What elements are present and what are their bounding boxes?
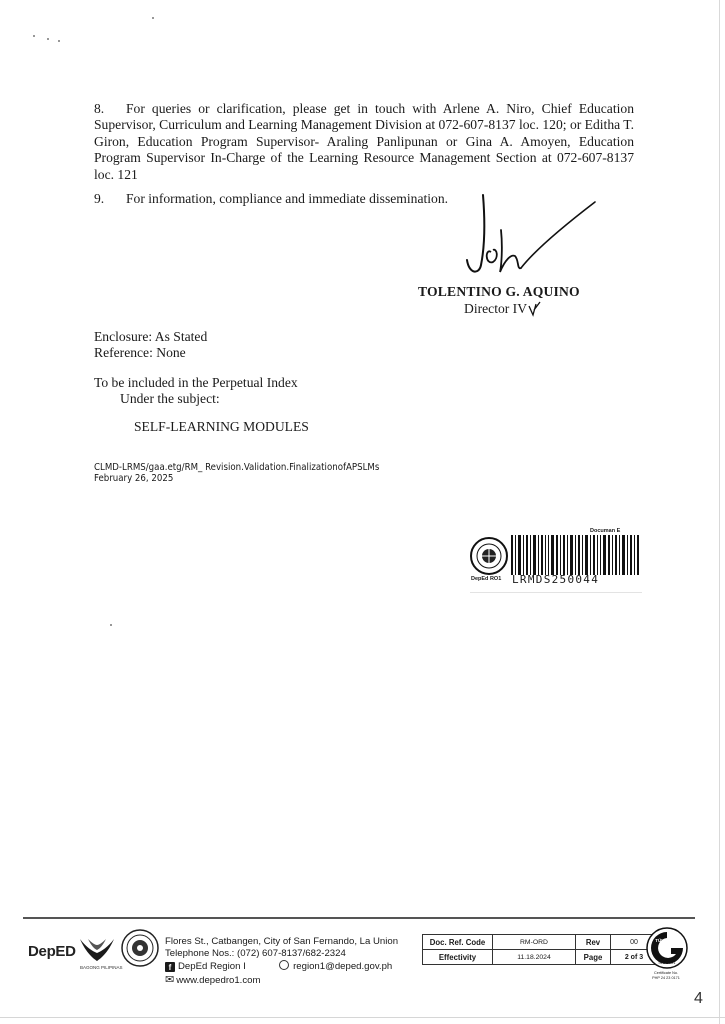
signatory-name: TOLENTINO G. AQUINO (418, 284, 580, 299)
footer-telephone: Telephone Nos.: (072) 607-8137/682-2324 (165, 948, 346, 959)
effectivity-value: 11.18.2024 (493, 950, 576, 965)
stamp-divider (470, 592, 642, 593)
scan-speck (110, 624, 112, 626)
regional-seal-icon (121, 929, 159, 967)
signatory-title: Director IV (464, 300, 542, 318)
under-subject-line: Under the subject: (120, 391, 220, 406)
effectivity-label: Effectivity (423, 950, 493, 965)
deped-logo: DepED (28, 943, 76, 960)
footer-website[interactable]: www.depedro1.com (176, 975, 261, 986)
bagong-pilipinas-text: BAGONG PILIPINAS (80, 965, 123, 970)
footer-email[interactable]: region1@deped.gov.ph (293, 961, 393, 972)
doc-ref-label: Doc. Ref. Code (423, 935, 493, 950)
page-bottom-edge (0, 1017, 725, 1018)
barcode (511, 535, 639, 575)
paragraph-number: 9. (94, 191, 105, 206)
reference-line: Reference: None (94, 345, 186, 360)
signature-image (455, 190, 605, 290)
scan-speck (58, 40, 60, 42)
scan-speck (47, 38, 49, 40)
globe-icon (279, 960, 289, 970)
scan-speck (33, 35, 35, 37)
tuv-label: TÜV NORD (655, 938, 679, 943)
facebook-icon: f (165, 962, 175, 972)
stamp-office: DepEd RO1 (471, 576, 502, 582)
footer-divider (23, 917, 695, 919)
paragraph-text: For information, compliance and immediate dissemination. (126, 191, 449, 206)
reference-code: CLMD-LRMS/gaa.etg/RM_ Revision.Validation.FinalizationofAPSLMs (94, 462, 380, 473)
deped-seal-icon (470, 537, 508, 575)
stamp-label: Documan E (590, 528, 621, 534)
paragraph-number: 8. (94, 101, 105, 116)
rev-label: Rev (576, 935, 611, 950)
page-value: 2 of 3 (611, 950, 658, 965)
facebook-page[interactable]: DepEd Region I (178, 961, 246, 972)
bagong-pilipinas-logo-icon (78, 935, 116, 965)
page-number: 4 (694, 990, 703, 1007)
index-subject: SELF-LEARNING MODULES (134, 419, 309, 434)
certificate-caption: Certificate No. PHP 24 23 0171 (652, 971, 680, 980)
stamp-code: LRMDS250044 (512, 573, 600, 586)
mail-icon: ✉ (165, 974, 175, 986)
doc-ref-value: RM-ORD (493, 935, 576, 950)
paragraph-8 (94, 101, 634, 183)
tuv-certification-icon (645, 926, 689, 972)
document-date: February 26, 2025 (94, 473, 174, 484)
footer-address: Flores St., Catbangen, City of San Fernando, La Union (165, 936, 399, 947)
document-control-table (422, 934, 658, 965)
enclosure-line: Enclosure: As Stated (94, 329, 208, 344)
paragraph-text: For queries or clarification, please get in touch with Arlene A. Niro, Chief Education Supervisor, Curriculum and Learning Management Division at 072-607-8137 loc. 120; or Editha T. Giron, Education Program Supervisor- Araling Panlipunan or Gina A. Amoyen, Education Program Supervisor In-Charge of the Learning Resource Management Section at 072-607-8137 loc. 121 (94, 101, 634, 182)
footer-website-row (165, 974, 260, 987)
tuv-iso: ISO 9001 (658, 960, 676, 965)
scan-speck (152, 17, 154, 19)
page-label: Page (576, 950, 611, 965)
perpetual-index-line: To be included in the Perpetual Index (94, 375, 298, 390)
rev-value: 00 (611, 935, 658, 950)
initials-mark (528, 300, 542, 318)
footer-social-row (165, 960, 392, 973)
